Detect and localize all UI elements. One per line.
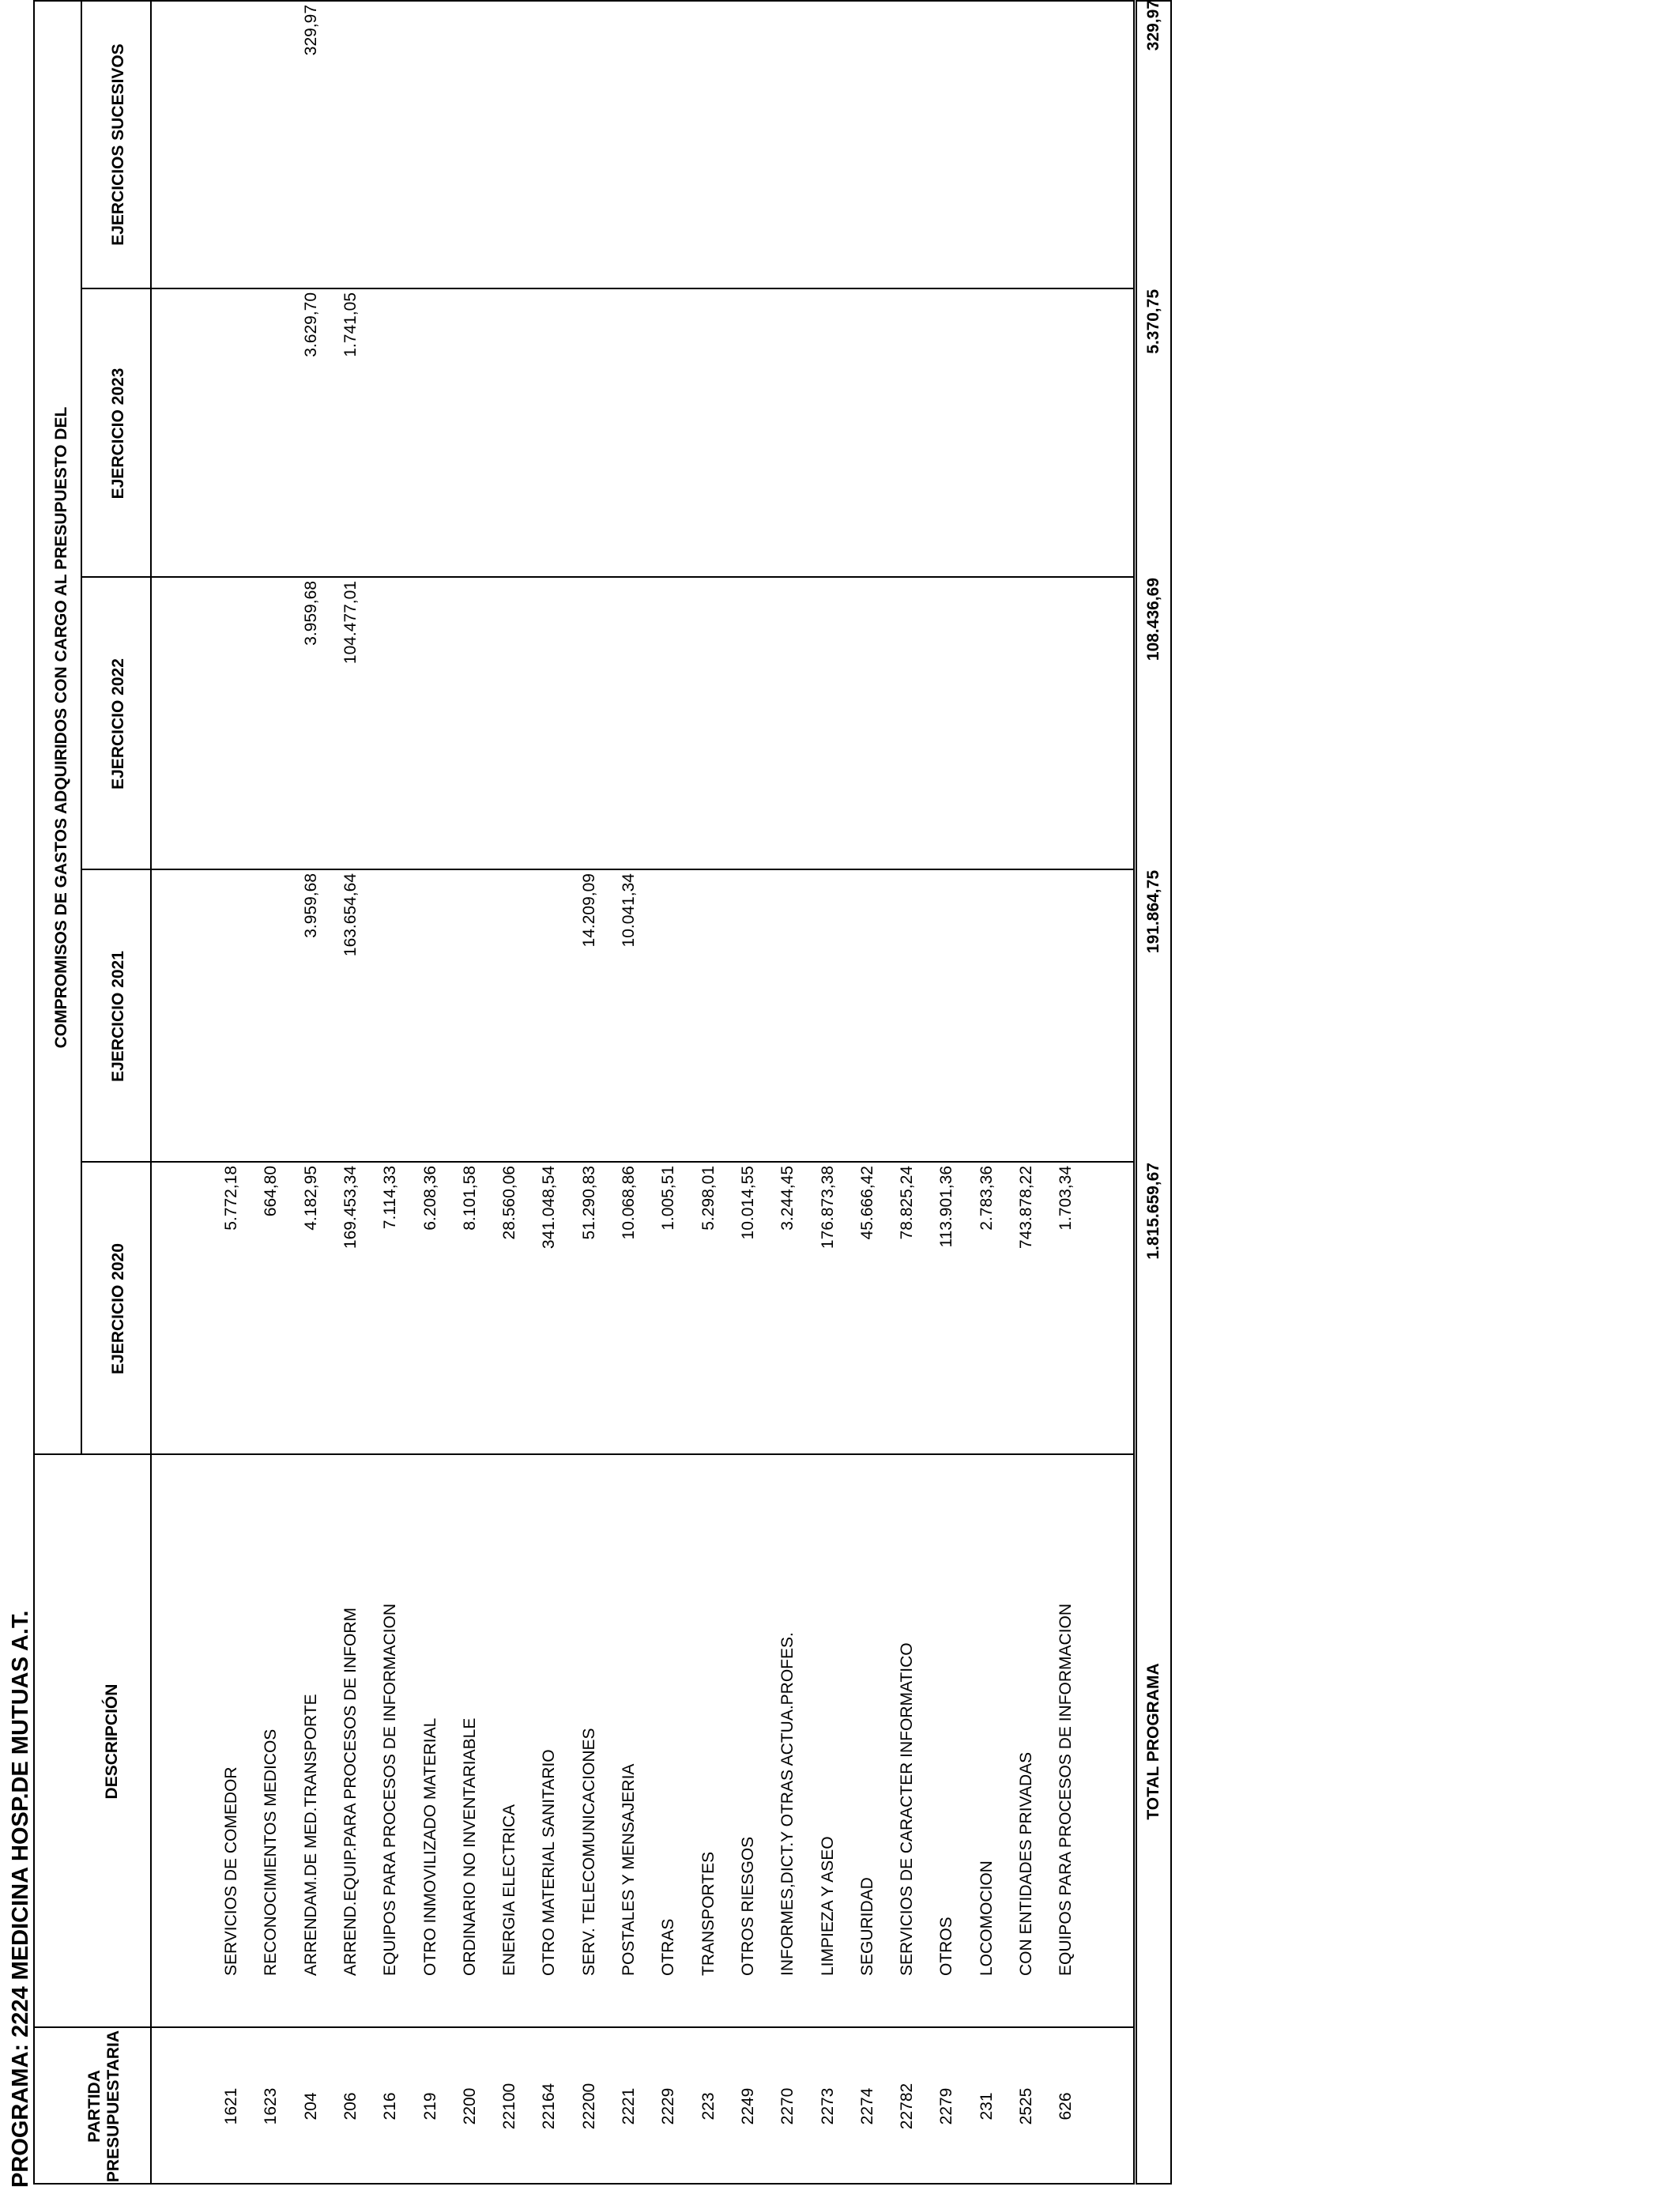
row-10-descripcion: POSTALES Y MENSAJERIA [620, 1763, 638, 1976]
total-2020: 1.815.659,67 [1144, 1163, 1162, 1260]
row-16-e2022 [856, 581, 880, 870]
header-partida [85, 2028, 123, 2185]
row-4-e2023 [379, 292, 402, 578]
row-21-e2021 [1054, 873, 1078, 1163]
row-14-e2020: 3.244,45 [778, 1166, 797, 1231]
header-ej2022: EJERCICIO 2022 [109, 658, 127, 790]
row-19-descripcion: LOCOMOCION [977, 1860, 996, 1976]
row-7-e2023 [498, 292, 522, 578]
row-12-suc [697, 5, 721, 289]
row-18-e2023 [935, 292, 959, 578]
row-6-suc [458, 5, 482, 289]
row-12-e2021 [697, 873, 721, 1163]
row-21-descripcion: EQUIPOS PARA PROCESOS DE INFORMACION [1057, 1603, 1075, 1976]
row-17-e2020: 78.825,24 [898, 1166, 916, 1240]
header-compromisos: COMPROMISOS DE GASTOS ADQUIRIDOS CON CARGO AL PRESUPUESTO DEL [52, 406, 70, 1049]
row-1-e2022 [259, 581, 283, 870]
row-0-descripcion: SERVICIOS DE COMEDOR [222, 1766, 240, 1976]
row-20-e2022 [1015, 581, 1038, 870]
header-ej2020: EJERCICIO 2020 [109, 1243, 127, 1374]
header-partida-line2: PRESUPUESTARIA [104, 2030, 122, 2183]
row-16-e2020: 45.666,42 [858, 1166, 876, 1240]
total-label: TOTAL PROGRAMA [1144, 1663, 1162, 1820]
row-15-partida: 2273 [819, 2087, 837, 2125]
row-14-e2021 [776, 873, 800, 1163]
header-ej2021: EJERCICIO 2021 [109, 951, 127, 1082]
row-10-e2021: 10.041,34 [620, 873, 638, 948]
row-3-suc [339, 5, 363, 289]
row-9-e2021: 14.209,09 [580, 873, 598, 948]
row-17-partida: 22782 [898, 2083, 916, 2130]
row-19-e2022 [975, 581, 999, 870]
row-7-e2020: 28.560,06 [500, 1166, 518, 1240]
row-10-e2020: 10.068,86 [620, 1166, 638, 1240]
row-16-partida: 2274 [858, 2087, 876, 2125]
row-13-e2022 [736, 581, 760, 870]
row-13-descripcion: OTROS RIESGOS [739, 1836, 757, 1976]
row-0-partida: 1621 [222, 2087, 240, 2125]
row-11-e2020: 1.005,51 [659, 1166, 677, 1231]
row-10-suc [617, 5, 641, 289]
row-9-e2020: 51.290,83 [580, 1166, 598, 1240]
total-2021: 191.864,75 [1144, 870, 1162, 954]
row-7-partida: 22100 [500, 2083, 518, 2130]
row-16-e2023 [856, 292, 880, 578]
total-2023: 5.370,75 [1144, 289, 1162, 354]
row-9-partida: 22200 [580, 2083, 598, 2130]
row-11-partida: 2229 [659, 2087, 677, 2125]
row-4-partida: 216 [381, 2092, 399, 2120]
row-5-e2023 [419, 292, 443, 578]
row-8-e2023 [537, 292, 561, 578]
row-12-partida: 223 [699, 2092, 718, 2120]
row-5-suc [419, 5, 443, 289]
row-8-suc [537, 5, 561, 289]
row-4-e2022 [379, 581, 402, 870]
row-7-suc [498, 5, 522, 289]
row-2-e2020: 4.182,95 [302, 1166, 320, 1231]
row-11-descripcion: OTRAS [659, 1918, 677, 1976]
row-11-e2021 [657, 873, 680, 1163]
row-9-suc [578, 5, 601, 289]
row-14-partida: 2270 [778, 2087, 797, 2125]
row-21-e2020: 1.703,34 [1057, 1166, 1075, 1231]
row-14-descripcion: INFORMES,DICT.Y OTRAS ACTUA.PROFES. [778, 1632, 797, 1976]
total-sucesivos: 329,97 [1144, 0, 1162, 51]
row-18-e2021 [935, 873, 959, 1163]
row-1-e2021 [259, 873, 283, 1163]
row-5-partida: 219 [421, 2092, 439, 2120]
row-0-e2021 [220, 873, 243, 1163]
header-ej2023: EJERCICIO 2023 [109, 368, 127, 499]
row-12-e2023 [697, 292, 721, 578]
row-19-e2021 [975, 873, 999, 1163]
row-19-e2023 [975, 292, 999, 578]
row-17-suc [895, 5, 919, 289]
row-3-partida: 206 [341, 2092, 360, 2120]
row-9-e2022 [578, 581, 601, 870]
row-13-e2023 [736, 292, 760, 578]
row-18-e2022 [935, 581, 959, 870]
row-6-e2022 [458, 581, 482, 870]
row-3-descripcion: ARREND.EQUIP.PARA PROCESOS DE INFORM [341, 1608, 360, 1976]
row-11-e2022 [657, 581, 680, 870]
row-0-e2020: 5.772,18 [222, 1166, 240, 1231]
row-18-suc [935, 5, 959, 289]
row-15-e2021 [816, 873, 840, 1163]
row-21-e2022 [1054, 581, 1078, 870]
row-5-e2020: 6.208,36 [421, 1166, 439, 1231]
row-16-descripcion: SEGURIDAD [858, 1877, 876, 1976]
row-13-e2020: 10.014,55 [739, 1166, 757, 1240]
row-1-e2023 [259, 292, 283, 578]
row-1-descripcion: RECONOCIMIENTOS MEDICOS [262, 1728, 280, 1976]
row-19-partida: 231 [977, 2092, 996, 2120]
row-2-descripcion: ARRENDAM.DE MED.TRANSPORTE [302, 1694, 320, 1976]
header-descripcion: DESCRIPCIÓN [103, 1683, 121, 1800]
row-4-e2021 [379, 873, 402, 1163]
header-partida-line1: PARTIDA [85, 2070, 104, 2143]
row-2-suc: 329,97 [302, 5, 320, 56]
row-15-suc [816, 5, 840, 289]
row-21-partida: 626 [1057, 2092, 1075, 2120]
total-row [1136, 0, 1172, 2185]
row-8-e2022 [537, 581, 561, 870]
total-2022: 108.436,69 [1144, 578, 1162, 662]
row-1-partida: 1623 [262, 2087, 280, 2125]
row-0-e2022 [220, 581, 243, 870]
row-15-e2020: 176.873,38 [819, 1166, 837, 1250]
row-10-e2022 [617, 581, 641, 870]
row-20-partida: 2525 [1017, 2087, 1035, 2125]
row-6-e2020: 8.101,58 [461, 1166, 479, 1231]
row-0-suc [220, 5, 243, 289]
row-21-suc [1054, 5, 1078, 289]
row-6-e2023 [458, 292, 482, 578]
page-title: PROGRAMA: 2224 MEDICINA HOSP.DE MUTUAS A.T. [8, 1610, 33, 2188]
row-14-e2023 [776, 292, 800, 578]
row-8-e2021 [537, 873, 561, 1163]
row-3-e2021: 163.654,64 [341, 873, 360, 957]
row-8-descripcion: OTRO MATERIAL SANITARIO [540, 1749, 558, 1976]
row-15-descripcion: LIMPIEZA Y ASEO [819, 1836, 837, 1976]
row-12-e2020: 5.298,01 [699, 1166, 718, 1231]
row-11-e2023 [657, 292, 680, 578]
row-6-e2021 [458, 873, 482, 1163]
row-18-e2020: 113.901,36 [937, 1166, 955, 1248]
row-2-e2023: 3.629,70 [302, 292, 320, 357]
row-0-e2023 [220, 292, 243, 578]
row-2-partida: 204 [302, 2092, 320, 2120]
row-18-descripcion: OTROS [937, 1917, 955, 1976]
row-15-e2022 [816, 581, 840, 870]
row-6-partida: 2200 [461, 2087, 479, 2125]
row-20-suc [1015, 5, 1038, 289]
row-4-suc [379, 5, 402, 289]
row-9-e2023 [578, 292, 601, 578]
header-sucesivos: EJERCICIOS SUCESIVOS [109, 43, 127, 246]
row-14-e2022 [776, 581, 800, 870]
row-13-partida: 2249 [739, 2087, 757, 2125]
row-15-e2023 [816, 292, 840, 578]
row-13-e2021 [736, 873, 760, 1163]
header-divider [150, 0, 152, 2185]
row-18-partida: 2279 [937, 2087, 955, 2125]
row-7-e2021 [498, 873, 522, 1163]
row-20-e2020: 743.878,22 [1017, 1166, 1035, 1250]
row-20-e2023 [1015, 292, 1038, 578]
row-5-descripcion: OTRO INMOVILIZADO MATERIAL [421, 1717, 439, 1976]
row-17-descripcion: SERVICIOS DE CARACTER INFORMATICO [898, 1642, 916, 1976]
row-16-suc [856, 5, 880, 289]
row-13-suc [736, 5, 760, 289]
row-7-descripcion: ENERGIA ELECTRICA [500, 1804, 518, 1976]
row-20-descripcion: CON ENTIDADES PRIVADAS [1017, 1751, 1035, 1976]
row-2-e2021: 3.959,68 [302, 873, 320, 938]
row-19-e2020: 2.783,36 [977, 1166, 996, 1231]
row-3-e2020: 169.453,34 [341, 1166, 360, 1250]
row-6-descripcion: ORDINARIO NO INVENTARIABLE [461, 1717, 479, 1976]
row-19-suc [975, 5, 999, 289]
row-1-e2020: 664,80 [262, 1166, 280, 1217]
row-3-e2022: 104.477,01 [341, 581, 360, 665]
row-5-e2021 [419, 873, 443, 1163]
row-7-e2022 [498, 581, 522, 870]
row-11-suc [657, 5, 680, 289]
row-10-partida: 2221 [620, 2087, 638, 2125]
row-8-e2020: 341.048,54 [540, 1166, 558, 1250]
row-4-e2020: 7.114,33 [381, 1166, 399, 1230]
row-17-e2022 [895, 581, 919, 870]
row-5-e2022 [419, 581, 443, 870]
row-16-e2021 [856, 873, 880, 1163]
row-14-suc [776, 5, 800, 289]
row-3-e2023: 1.741,05 [341, 292, 360, 357]
row-17-e2021 [895, 873, 919, 1163]
row-17-e2023 [895, 292, 919, 578]
row-8-partida: 22164 [540, 2083, 558, 2130]
row-20-e2021 [1015, 873, 1038, 1163]
row-12-descripcion: TRANSPORTES [699, 1851, 718, 1976]
row-12-e2022 [697, 581, 721, 870]
row-2-e2022: 3.959,68 [302, 581, 320, 646]
row-10-e2023 [617, 292, 641, 578]
row-21-e2023 [1054, 292, 1078, 578]
row-1-suc [259, 5, 283, 289]
subheader-divider [81, 0, 82, 1455]
row-9-descripcion: SERV. TELECOMUNICACIONES [580, 1728, 598, 1976]
row-4-descripcion: EQUIPOS PARA PROCESOS DE INFORMACION [381, 1603, 399, 1976]
